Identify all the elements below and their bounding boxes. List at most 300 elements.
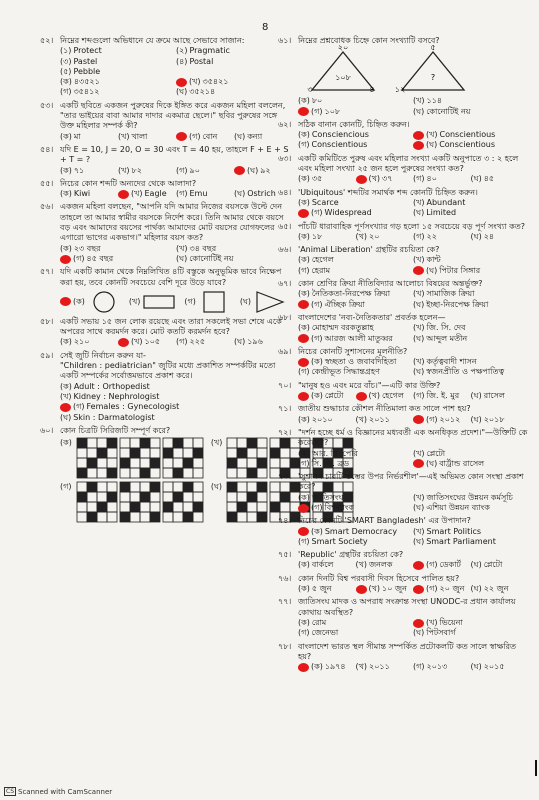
pattern-options <box>40 438 292 522</box>
option-text: রাসেল <box>483 391 505 401</box>
answer-option <box>413 266 528 276</box>
answer-option <box>298 493 413 503</box>
answer-options <box>278 584 528 594</box>
answer-options <box>278 255 528 276</box>
option-text: ৯২ <box>260 165 271 175</box>
option-text: ৪৫ বছর <box>86 253 114 263</box>
option-label: (৫) <box>60 66 72 76</box>
question-text: একটি কমিটিতে পুরুষ এবং মহিলার সংখ্যা একটি অনুপাতে ৩ : ২ হলে এবং মহিলা সংখ্যা ২৫ জন হলে পুরুষের সংখ্যা কত? <box>298 153 519 174</box>
option-label: (খ) <box>413 289 425 299</box>
option-text: জি. সি. দেব <box>426 323 466 333</box>
option-label: (খ) <box>426 617 438 627</box>
option-text: Emu <box>189 189 208 199</box>
option-text: কোনোটিই নয় <box>426 106 471 116</box>
question-number: ৬৪। <box>278 187 292 197</box>
answer-options <box>278 232 528 242</box>
question-text: কোন শ্রেণির ক্রিয়া নীতিবিদ্যার আলোচ্য বিষয়ের অন্তর্ভুক্ত? <box>298 279 483 289</box>
pattern-grid-icon <box>163 482 203 522</box>
answer-options <box>40 132 292 142</box>
answer-option <box>413 357 528 367</box>
answer-options <box>278 618 528 639</box>
pattern-grid-icon <box>163 438 203 478</box>
option-text: ৩৫ <box>311 174 323 184</box>
answer-options <box>40 337 292 347</box>
option-text: ১০৫ <box>144 337 161 347</box>
pattern-option <box>60 482 203 522</box>
answer-option <box>413 232 471 242</box>
option-text: কেন্দ্রীভূত সিদ্ধান্তগ্রহণ <box>311 367 380 377</box>
answer-option <box>413 289 528 299</box>
answer-option <box>298 415 356 425</box>
option-text: ৮০ <box>311 96 323 106</box>
pattern-grid-icon <box>120 482 160 522</box>
option-label: (গ) <box>60 87 72 97</box>
option-text: Widespread <box>324 208 372 218</box>
answer-option <box>471 584 529 594</box>
answer-option <box>298 537 413 547</box>
question-number: ৬৭। <box>278 279 292 289</box>
option-label: (ঘ) <box>470 414 482 424</box>
option-label: (গ) <box>189 131 201 141</box>
question-right-15 <box>278 574 528 595</box>
question-header <box>40 351 292 361</box>
option-text: ৮২ <box>131 165 142 175</box>
option-label: (২) <box>176 46 188 56</box>
question-left-1 <box>40 101 292 142</box>
option-label: (গ) <box>176 337 188 347</box>
scanner-footer <box>4 787 112 796</box>
option-text: এশিয়া উন্নয়ন ব্যাংক <box>426 502 490 512</box>
answer-options <box>278 662 528 672</box>
option-text: আব্দুল মতীন <box>426 333 468 343</box>
answer-option <box>298 198 413 208</box>
option-label: (গ) <box>298 536 310 546</box>
option-text: ৩৫৪২১ <box>202 77 229 87</box>
option-label: (গ) <box>311 208 323 218</box>
option-text: ৫ জুন <box>311 584 332 594</box>
answer-option <box>413 140 528 150</box>
option-text: প্লেটো <box>324 391 344 401</box>
answer-option <box>413 334 528 344</box>
option-label: (গ) <box>298 140 310 150</box>
question-header <box>278 428 528 449</box>
option-text: Kiwi <box>73 189 91 199</box>
option-label: (ক) <box>311 391 323 401</box>
answer-mark-icon <box>413 266 424 275</box>
answer-mark-icon <box>298 663 309 672</box>
option-text: Scarce <box>311 197 339 207</box>
answer-option <box>60 57 176 67</box>
question-text: বাংলাদেশ ভারত স্থল সীমান্ত সম্পর্কিত প্রটোকলটি কত সালে স্বাক্ষরিত হয়? <box>298 641 517 661</box>
option-label: (ক) <box>60 243 72 253</box>
answer-option <box>60 244 176 254</box>
option-text: ৪৫ <box>483 174 495 184</box>
answer-option <box>413 628 528 638</box>
answer-option <box>298 232 356 242</box>
option-label: (খ) <box>413 526 425 536</box>
answer-mark-icon <box>413 585 424 594</box>
question-header <box>278 381 528 391</box>
option-text: ইচ্ছা-নিরপেক্ষ ক্রিয়া <box>426 299 489 309</box>
option-label: (ক) <box>60 77 72 87</box>
option-label: (ক) <box>60 438 72 448</box>
answer-option <box>298 367 413 377</box>
question-right-11 <box>278 428 528 469</box>
answer-option <box>60 254 176 264</box>
question-right-1 <box>278 120 528 151</box>
option-label: (গ) <box>413 662 425 672</box>
question-text: "দর্শন হচ্ছে ধর্ম ও বিজ্ঞানের মধ্যবর্তী এক অনধিকৃত প্রদেশ।"—উক্তিটি কে করেছেন? <box>298 427 528 448</box>
option-label: (গ) <box>60 482 72 492</box>
answer-option <box>298 618 413 628</box>
answer-mark-icon <box>60 403 71 412</box>
answer-option <box>118 132 176 142</box>
option-label: (ক) <box>298 289 310 299</box>
question-header <box>278 245 528 255</box>
option-text: Conscientious <box>311 140 368 150</box>
option-text: Protect <box>73 46 102 56</box>
right-column <box>278 36 528 675</box>
triangle-value-top: ২০ <box>337 43 349 53</box>
question-right-0 <box>278 36 528 117</box>
option-text: ২৩ বছর <box>73 243 101 253</box>
option-label: (ঘ) <box>470 662 482 672</box>
option-label: (গ) <box>298 265 310 275</box>
question-text: নিচের কোনটি 'SMART Bangladesh' এর উপাদান? <box>298 516 471 526</box>
option-text: Kidney : Nephrologist <box>73 391 160 401</box>
answer-option <box>413 662 471 672</box>
option-label: (ঘ) <box>413 502 425 512</box>
question-header <box>40 317 292 338</box>
answer-option <box>298 300 413 310</box>
option-text: ৭১ <box>73 165 85 175</box>
footer-text: Scanned with CamScanner <box>18 787 113 796</box>
answer-option <box>356 415 414 425</box>
option-label: (ক) <box>60 337 72 347</box>
option-label: (গ) <box>73 402 85 412</box>
question-header <box>278 120 528 130</box>
question-text: 'Republic' গ্রন্থটির রচয়িতা কে? <box>298 550 404 560</box>
option-label: (খ) <box>368 391 380 401</box>
question-number: ৬১। <box>278 36 292 45</box>
answer-option <box>298 357 413 367</box>
answer-option <box>298 208 413 218</box>
option-text: Postal <box>189 56 214 66</box>
option-text: ২০১২ <box>439 414 461 424</box>
option-text: ২০১৫ <box>483 662 505 672</box>
option-label: (ক) <box>298 448 310 458</box>
answer-options <box>40 46 292 97</box>
answer-mark-icon <box>298 334 309 343</box>
answer-option <box>413 323 528 333</box>
answer-option <box>176 189 234 199</box>
option-text: মোহাম্মদ বরকতুল্লাহ <box>311 323 374 333</box>
answer-options <box>278 289 528 310</box>
option-label: (খ) <box>413 357 425 367</box>
shape-options <box>40 290 292 314</box>
option-text: Abundant <box>426 197 466 207</box>
option-label: (গ) <box>413 174 425 184</box>
answer-option <box>298 174 356 184</box>
option-text: ঐচ্ছিক ক্রিয়া <box>324 299 365 309</box>
answer-options <box>278 493 528 514</box>
option-label: (খ) <box>413 448 425 458</box>
question-number: ৭২। <box>278 427 292 437</box>
option-text: জি. ই. মুর <box>426 391 460 401</box>
option-text: Pragmatic <box>189 46 230 56</box>
question-number: ৫৯। <box>40 350 54 360</box>
answer-option <box>413 367 528 377</box>
answer-mark-icon <box>298 300 309 309</box>
option-text: ২০১৩ <box>426 662 448 672</box>
question-right-2 <box>278 154 528 185</box>
option-label: (খ) <box>413 323 425 333</box>
answer-mark-icon <box>413 131 424 140</box>
option-text: Pebble <box>73 66 101 76</box>
question-header <box>278 597 528 618</box>
triangle-value-center: ? <box>430 73 436 83</box>
option-label: (ঘ) <box>470 231 482 241</box>
option-label: (গ) <box>298 458 310 468</box>
option-label: (খ) <box>118 165 130 175</box>
option-text: হেগেল <box>382 391 404 401</box>
option-label: (খ) <box>131 189 143 199</box>
answer-options <box>278 357 528 378</box>
answer-options <box>278 174 528 184</box>
question-header <box>278 222 528 232</box>
option-text: রোম <box>311 617 327 627</box>
question-header <box>278 404 528 414</box>
circle-shape-icon <box>87 290 121 314</box>
option-label: (ঘ) <box>413 208 425 218</box>
answer-option <box>471 174 529 184</box>
option-label: (গ) <box>413 391 425 401</box>
option-text: Smart Society <box>311 536 368 546</box>
option-text: ৩৫২১৪ <box>189 87 216 97</box>
answer-option <box>356 560 414 570</box>
pattern-grid-icon <box>77 438 117 478</box>
option-text: ৪৩৫২১ <box>73 77 100 87</box>
option-label: (ঘ) <box>413 299 425 309</box>
option-label: (ঘ) <box>470 391 482 401</box>
option-text: Limited <box>426 208 457 218</box>
option-label: (খ) <box>131 337 143 347</box>
option-label: (ক) <box>298 323 310 333</box>
answer-mark-icon <box>234 166 245 175</box>
option-label: (ক) <box>73 296 85 306</box>
option-text: কান্ট <box>426 255 441 265</box>
answer-mark-icon <box>413 415 424 424</box>
triangle-value-right: ৪ <box>369 85 375 95</box>
option-label: (খ) <box>413 255 425 265</box>
option-text: ২০১১ <box>369 662 390 672</box>
question-number: ৬৫। <box>278 221 292 231</box>
answer-option <box>60 77 176 87</box>
answer-option <box>298 130 413 140</box>
question-header <box>40 179 292 189</box>
triangle-value-left: ৩ <box>307 85 313 95</box>
option-text: Adult : Orthopedist <box>73 381 150 391</box>
question-header <box>278 154 528 175</box>
answer-option <box>356 174 414 184</box>
option-text: প্লেটো <box>426 448 446 458</box>
question-number: ৬৬। <box>278 245 292 255</box>
answer-option <box>413 255 528 265</box>
question-number: ৭৪। <box>278 516 292 526</box>
answer-option <box>356 391 414 401</box>
shape-option <box>129 290 177 314</box>
option-label: (গ) <box>413 231 425 241</box>
question-text: "মানুষ হও এবং মরে বাঁচ।"—এটি কার উক্তি? <box>298 380 441 390</box>
number-triangle-icon <box>307 43 378 95</box>
option-text: কোনোটিই নয় <box>189 253 234 263</box>
page-number: 8 <box>262 22 269 33</box>
answer-option <box>356 232 414 242</box>
question-left-0 <box>40 36 292 98</box>
answer-option <box>413 96 528 106</box>
answer-option <box>413 459 528 469</box>
question-header <box>278 36 528 46</box>
answer-options <box>40 244 292 265</box>
answer-option <box>176 254 292 264</box>
answer-mark-icon <box>298 504 309 513</box>
option-text: মা <box>73 131 81 141</box>
question-text: নিচের কোনটি সুশাসনের মূলনীতি? <box>298 346 408 356</box>
option-label: (ঘ) <box>426 458 438 468</box>
option-text: ডেকার্ট <box>439 560 461 570</box>
option-label: (খ) <box>413 197 425 207</box>
option-label: (১) <box>60 46 72 56</box>
option-text: ২১০ <box>73 337 90 347</box>
option-text: বার্ট্রান্ড রাসেল <box>439 458 485 468</box>
answer-mark-icon <box>413 459 424 468</box>
question-header <box>40 101 292 132</box>
answer-option <box>298 107 413 117</box>
answer-option <box>413 584 471 594</box>
question-text: নিম্নের প্রশ্নবোধক চিহ্নে কোন সংখ্যাটি বসবে? <box>298 36 440 45</box>
option-label: (ক) <box>60 165 72 175</box>
answer-mark-icon <box>176 132 187 141</box>
answer-option <box>60 189 118 199</box>
option-text: হেগেল <box>311 255 334 265</box>
option-label: (ঘ) <box>210 482 223 492</box>
answer-option <box>471 391 529 401</box>
option-label: (ঘ) <box>413 106 425 116</box>
option-label: (ঘ) <box>247 165 259 175</box>
question-header <box>278 347 528 357</box>
question-number: ৭৫। <box>278 550 292 560</box>
answer-options <box>278 198 528 219</box>
option-label: (গ) <box>176 165 188 175</box>
answer-option <box>298 96 413 106</box>
question-header <box>278 550 528 560</box>
page-edge-mark <box>535 760 537 776</box>
option-label: (খ) <box>355 414 367 424</box>
answer-option <box>413 198 528 208</box>
question-right-16 <box>278 597 528 638</box>
option-label: (গ) <box>184 296 196 306</box>
option-label: (ক) <box>298 231 310 241</box>
question-header <box>40 267 292 288</box>
answer-options <box>278 130 528 151</box>
option-label: (খ) <box>413 492 425 502</box>
number-triangle-icon <box>394 43 468 95</box>
answer-option <box>413 391 471 401</box>
answer-mark-icon <box>356 392 367 401</box>
answer-option <box>176 87 292 97</box>
answer-mark-icon <box>298 527 309 536</box>
option-text: জাতিসংঘের উন্নয়ন কর্মসূচি <box>426 492 513 502</box>
option-label: (ক) <box>298 560 310 570</box>
option-label: (ক) <box>298 255 310 265</box>
option-text: ১০ জুন <box>382 584 407 594</box>
option-text: Smart Politics <box>426 526 482 536</box>
pattern-grid-icon <box>227 482 267 522</box>
option-label: (ক) <box>60 131 72 141</box>
question-right-6 <box>278 279 528 310</box>
question-left-3 <box>40 179 292 200</box>
answer-option <box>298 255 413 265</box>
question-text: নিচের কোন শব্দটি অন্যদের থেকে আলাদা? <box>60 178 197 188</box>
option-label: (খ) <box>355 662 367 672</box>
answer-option <box>298 140 413 150</box>
option-text: ৪০ <box>426 174 437 184</box>
answer-option <box>413 493 528 503</box>
answer-option <box>176 57 292 67</box>
answer-option <box>60 413 292 423</box>
answer-option <box>298 323 413 333</box>
question-text: 'সুশাসন চারটি স্তম্ভের উপর নির্ভরশীল'—এই অভিমত কোন সংস্থা প্রকাশ করে? <box>298 472 524 492</box>
option-label: (গ) <box>426 560 438 570</box>
answer-option <box>413 415 471 425</box>
option-text: সামাজিক ক্রিয়া <box>426 289 475 299</box>
option-text: আর. বি. পেরি <box>311 448 358 458</box>
answer-option <box>60 337 118 347</box>
answer-option <box>413 208 528 218</box>
answer-mark-icon <box>413 561 424 570</box>
answer-option <box>176 67 292 77</box>
answer-options <box>278 391 528 401</box>
option-label: (ক) <box>298 174 310 184</box>
answer-option <box>298 391 356 401</box>
question-left-4 <box>40 202 292 264</box>
option-text: আরজ আলী মাতুব্বর <box>324 333 393 343</box>
option-text: বার্কলে <box>311 560 334 570</box>
triangle-value-left: ১২ <box>394 85 406 95</box>
option-text: Ostrich <box>247 189 276 199</box>
option-text: ১৮ <box>311 231 323 241</box>
option-label: (ঘ) <box>413 628 425 638</box>
question-number: ৭৩। <box>278 472 292 482</box>
option-text: সি. ডি. ব্রড <box>311 458 350 468</box>
triangle-value-top: ৫ <box>430 43 436 53</box>
question-text: বাংলাদেশের 'নব্য-নৈতিকতার' প্রবর্তক হলেন— <box>298 312 446 322</box>
answer-options <box>40 382 292 423</box>
answer-option <box>298 459 413 469</box>
answer-option <box>471 232 529 242</box>
option-label: (গ) <box>73 253 85 263</box>
question-number: ৫৩। <box>40 100 54 110</box>
question-number: ৬৮। <box>278 312 292 322</box>
option-text: পিটার সিঙ্গার <box>439 265 481 275</box>
square-shape-icon <box>198 290 232 314</box>
option-text: কন্যা <box>247 131 263 141</box>
question-text: কোন দিনটি বিশ্ব পরবাসী দিবস হিসেবে পালিত হয়? <box>298 573 460 583</box>
option-label: (৩) <box>60 56 72 66</box>
question-left-5 <box>40 267 292 314</box>
question-right-12 <box>278 472 528 513</box>
answer-option <box>298 662 356 672</box>
